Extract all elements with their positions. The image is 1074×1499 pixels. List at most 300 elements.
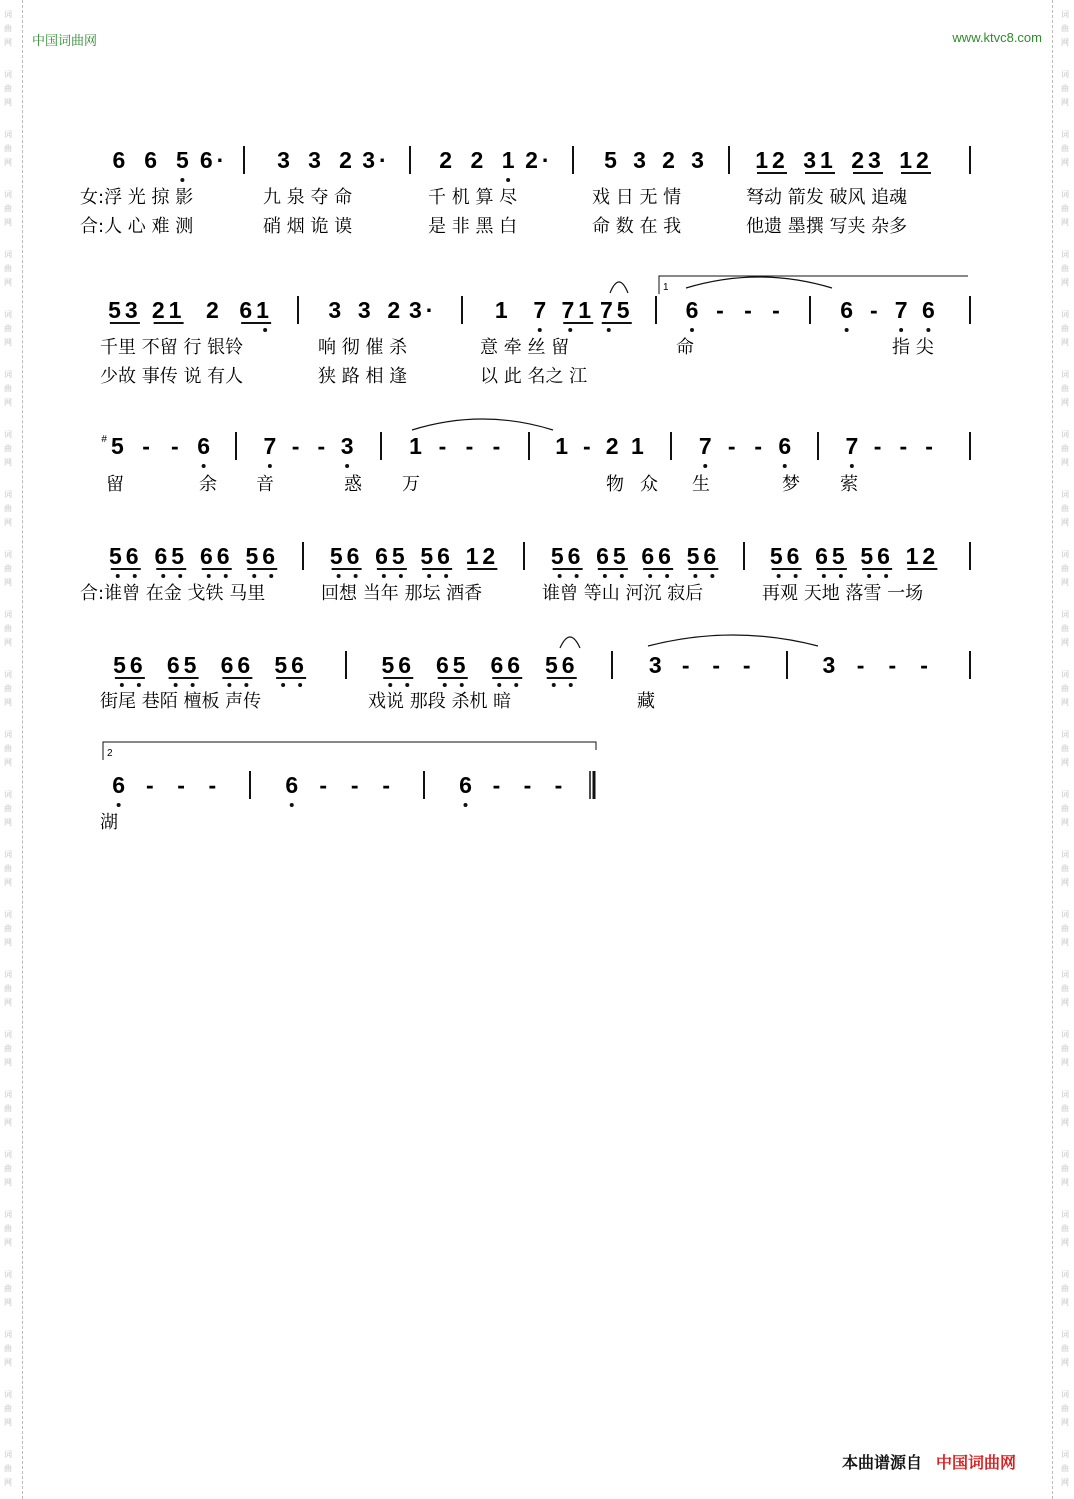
footer-source <box>842 1450 1016 1473</box>
octave-dot <box>191 683 195 687</box>
note-token: 6 <box>144 147 158 173</box>
lyric-segment: 谁曾 等山 河沉 寂后 <box>542 583 704 604</box>
watermark-glyph: 网 <box>4 338 12 347</box>
watermark-glyph: 曲 <box>1061 1464 1069 1473</box>
note-token: 12 <box>755 147 789 173</box>
note-token: - <box>465 433 474 459</box>
lyric-segment: 物 <box>606 474 624 495</box>
octave-dot <box>202 464 206 468</box>
lyric-segment: 音 <box>256 474 274 495</box>
octave-dot <box>281 683 285 687</box>
note-token: - <box>681 652 690 678</box>
watermark-glyph: 曲 <box>1061 204 1069 213</box>
watermark-glyph: 词 <box>4 1150 12 1159</box>
volta-bracket <box>659 276 968 294</box>
note-token: 56 <box>108 543 143 569</box>
note-token: 2 <box>662 147 675 173</box>
watermark-glyph: 词 <box>4 1390 12 1399</box>
watermark-glyph: 网 <box>1061 158 1069 167</box>
watermark-glyph: 曲 <box>4 1404 12 1413</box>
note-token: 2 <box>439 147 453 173</box>
lyric-segment: 意 牵 丝 留 <box>480 337 570 358</box>
octave-dot <box>399 574 403 578</box>
octave-dot <box>252 574 256 578</box>
tie-slur <box>560 637 580 648</box>
lyric-segment: 少故 事传 说 有人 <box>100 366 244 387</box>
note-token: 7 <box>894 297 908 323</box>
note-token: - <box>716 297 724 323</box>
watermark-glyph: 曲 <box>4 984 12 993</box>
watermark-glyph: 词 <box>1061 70 1069 79</box>
note-token: 7 <box>263 433 277 459</box>
lyric-segment: 是 非 黑 白 <box>428 216 518 237</box>
watermark-glyph: 词 <box>1061 1030 1069 1039</box>
lyric-segment: 戏说 那段 杀机 暗 <box>368 691 512 712</box>
note-token: 56 <box>274 652 308 678</box>
watermark-glyph: 网 <box>4 1238 12 1247</box>
octave-dot <box>506 178 510 182</box>
lyric-segment: 留 <box>106 474 124 495</box>
octave-dot <box>263 328 267 332</box>
watermark-glyph: 曲 <box>4 264 12 273</box>
watermark-glyph: 词 <box>4 550 12 559</box>
watermark-glyph: 曲 <box>1061 324 1069 333</box>
watermark-glyph: 网 <box>4 218 12 227</box>
watermark-glyph: 词 <box>1061 910 1069 919</box>
note-token: 65 <box>815 543 849 569</box>
note-token: - <box>523 772 532 798</box>
watermark-glyph: 词 <box>1061 130 1069 139</box>
watermark-glyph: 曲 <box>4 1464 12 1473</box>
lyric-segment: 湖 <box>100 812 118 833</box>
watermark-glyph: 词 <box>1061 1330 1069 1339</box>
watermark-glyph: 网 <box>1061 458 1069 467</box>
lyric-segment: 梦 <box>782 474 800 495</box>
note-token: 12 <box>899 147 933 173</box>
watermark-glyph: 曲 <box>1061 1404 1069 1413</box>
note-token: 1 <box>409 433 422 459</box>
watermark-glyph: 词 <box>1061 730 1069 739</box>
watermark-glyph: 词 <box>4 1030 12 1039</box>
watermark-glyph: 曲 <box>1061 564 1069 573</box>
note-token: - <box>382 772 391 798</box>
lyric-segment: 藏 <box>637 691 655 712</box>
watermark-glyph: 网 <box>4 1478 12 1487</box>
note-token: 21 <box>151 297 186 323</box>
lyric-segment: 街尾 巷陌 檀板 声传 <box>100 691 262 712</box>
lyric-segment: 余 <box>199 474 217 495</box>
note-token: 6 <box>459 772 472 798</box>
note-token: 5 <box>110 433 124 459</box>
octave-dot <box>710 574 714 578</box>
octave-dot <box>268 464 272 468</box>
note-token: 3 <box>277 147 290 173</box>
note-token: 2 <box>339 147 352 173</box>
watermark-glyph: 网 <box>1061 698 1069 707</box>
watermark-glyph: 曲 <box>4 84 12 93</box>
watermark-glyph: 曲 <box>4 1284 12 1293</box>
note-token: 6 <box>197 433 211 459</box>
octave-dot <box>845 328 849 332</box>
note-token: - <box>492 433 501 459</box>
octave-dot <box>603 574 607 578</box>
watermark-glyph: 网 <box>1061 398 1069 407</box>
note-token: 3 <box>328 297 342 323</box>
watermark-glyph: 词 <box>1061 1210 1069 1219</box>
octave-dot <box>345 464 349 468</box>
watermark-glyph: 曲 <box>4 864 12 873</box>
note-token: 56 <box>381 652 416 678</box>
octave-dot <box>497 683 501 687</box>
note-token: 56 <box>544 652 579 678</box>
watermark-glyph: 词 <box>4 730 12 739</box>
octave-dot <box>388 683 392 687</box>
watermark-glyph: 曲 <box>1061 864 1069 873</box>
note-token: 3 <box>648 652 662 678</box>
note-token: 5 <box>604 147 617 173</box>
note-token: - <box>873 433 882 459</box>
lyric-segment: 弩动 箭发 破风 追魂 <box>746 187 908 208</box>
watermark-glyph: 曲 <box>4 324 12 333</box>
note-token: - <box>317 433 326 459</box>
watermark-glyph: 网 <box>1061 1298 1069 1307</box>
watermark-glyph: 词 <box>4 370 12 379</box>
octave-dot <box>783 464 787 468</box>
watermark-glyph: 词 <box>1061 550 1069 559</box>
watermark-glyph: 曲 <box>1061 1344 1069 1353</box>
octave-dot <box>648 574 652 578</box>
octave-dot <box>867 574 871 578</box>
watermark-glyph: 词 <box>1061 1150 1069 1159</box>
note-token: 23 <box>851 147 885 173</box>
tie-slur <box>686 277 832 288</box>
watermark-glyph: 词 <box>1061 1270 1069 1279</box>
watermark-glyph: 词 <box>1061 850 1069 859</box>
watermark-glyph: 网 <box>1061 338 1069 347</box>
watermark-glyph: 词 <box>4 670 12 679</box>
watermark-glyph: 网 <box>1061 998 1069 1007</box>
watermark-glyph: 词 <box>1061 610 1069 619</box>
note-token: 56 <box>329 543 364 569</box>
watermark-glyph: 网 <box>1061 1118 1069 1127</box>
octave-dot <box>822 574 826 578</box>
octave-dot <box>354 574 358 578</box>
octave-dot <box>607 328 611 332</box>
octave-dot <box>337 574 341 578</box>
lyric-segment: 万 <box>402 474 420 495</box>
watermark-glyph: 网 <box>1061 98 1069 107</box>
note-token: 12 <box>465 543 500 569</box>
note-token: - <box>291 433 300 459</box>
note-token: 56 <box>550 543 585 569</box>
watermark-glyph: 网 <box>4 458 12 467</box>
note-token: 56 <box>769 543 804 569</box>
octave-dot <box>244 683 248 687</box>
watermark-glyph: 词 <box>4 610 12 619</box>
watermark-glyph: 曲 <box>4 624 12 633</box>
watermark-glyph: 词 <box>4 910 12 919</box>
octave-dot <box>427 574 431 578</box>
note-token: 6 <box>840 297 854 323</box>
volta-number: 1 <box>663 282 669 293</box>
watermark-glyph: 网 <box>4 1118 12 1127</box>
octave-dot <box>558 574 562 578</box>
note-token: 65 <box>154 543 189 569</box>
note-token: 66 <box>490 652 525 678</box>
note-token: - <box>856 652 865 678</box>
watermark-glyph: 网 <box>4 878 12 887</box>
note-token: 1 <box>555 433 569 459</box>
watermark-glyph: 曲 <box>1061 1104 1069 1113</box>
note-token: 3· <box>362 147 391 173</box>
watermark-glyph: 曲 <box>1061 1044 1069 1053</box>
watermark-glyph: 词 <box>1061 1090 1069 1099</box>
note-token: 71 <box>561 297 596 323</box>
watermark-glyph: 曲 <box>4 564 12 573</box>
note-token: 61 <box>239 297 273 323</box>
watermark-glyph: 网 <box>4 98 12 107</box>
watermark-glyph: 网 <box>1061 758 1069 767</box>
octave-dot <box>568 328 572 332</box>
watermark-glyph: 词 <box>4 130 12 139</box>
note-token: - <box>350 772 359 798</box>
watermark-glyph: 词 <box>1061 1450 1069 1459</box>
octave-dot <box>794 574 798 578</box>
note-token: 75 <box>599 297 634 323</box>
octave-dot <box>569 683 573 687</box>
note-token: 3· <box>409 297 438 323</box>
watermark-glyph: 词 <box>4 1210 12 1219</box>
octave-dot <box>116 574 120 578</box>
note-token: - <box>554 772 563 798</box>
lyric-segment: 以 此 名之 江 <box>480 366 588 387</box>
octave-dot <box>224 574 228 578</box>
watermark-glyph: 网 <box>1061 38 1069 47</box>
octave-dot <box>117 803 121 807</box>
note-token: 1 <box>630 433 644 459</box>
lyric-segment: 合:人 心 难 测 <box>80 216 194 237</box>
octave-dot <box>538 328 542 332</box>
lyric-segment: 生 <box>692 474 710 495</box>
watermark-glyph: 词 <box>4 490 12 499</box>
octave-dot <box>161 574 165 578</box>
octave-dot <box>884 574 888 578</box>
watermark-glyph: 曲 <box>4 1104 12 1113</box>
watermark-glyph: 网 <box>1061 1238 1069 1247</box>
note-token: - <box>208 772 217 798</box>
watermark-glyph: 词 <box>1061 250 1069 259</box>
note-token: - <box>899 433 908 459</box>
note-token: - <box>142 433 150 459</box>
watermark-glyph: 词 <box>4 250 12 259</box>
watermark-glyph: 词 <box>4 970 12 979</box>
octave-dot <box>575 574 579 578</box>
watermark-glyph: 网 <box>1061 938 1069 947</box>
watermark-glyph: 曲 <box>4 24 12 33</box>
note-token: 56 <box>860 543 894 569</box>
watermark-glyph: 曲 <box>1061 504 1069 513</box>
note-token: 6 <box>685 297 699 323</box>
watermark-glyph: 网 <box>1061 1358 1069 1367</box>
watermark-glyph: 网 <box>1061 518 1069 527</box>
octave-dot <box>137 683 141 687</box>
watermark-glyph: 曲 <box>4 804 12 813</box>
note-token: 2 <box>205 297 219 323</box>
watermark-glyph: 网 <box>1061 578 1069 587</box>
watermark-glyph: 网 <box>4 38 12 47</box>
watermark-glyph: 词 <box>4 70 12 79</box>
octave-dot <box>443 683 447 687</box>
note-token: 66 <box>199 543 234 569</box>
watermark-glyph: 曲 <box>4 444 12 453</box>
watermark-glyph: 曲 <box>1061 384 1069 393</box>
watermark-glyph: 网 <box>4 1178 12 1187</box>
note-token: 56 <box>245 543 280 569</box>
lyric-segment: 硝 烟 诡 谟 <box>263 216 353 237</box>
watermark-glyph: 词 <box>1061 670 1069 679</box>
watermark-glyph: 曲 <box>4 1044 12 1053</box>
watermark-glyph: 词 <box>1061 970 1069 979</box>
note-token: 53 <box>108 297 142 323</box>
note-token: - <box>754 433 763 459</box>
watermark-glyph: 曲 <box>1061 744 1069 753</box>
note-token: 66 <box>641 543 675 569</box>
watermark-glyph: 曲 <box>4 504 12 513</box>
note-token: 6 <box>112 147 126 173</box>
note-token: 2 <box>470 147 484 173</box>
watermark-glyph: 曲 <box>1061 1284 1069 1293</box>
lyric-segment: 指 尖 <box>892 337 934 358</box>
note-token: - <box>177 772 185 798</box>
note-token: 7 <box>845 433 859 459</box>
note-token: 66 <box>220 652 255 678</box>
watermark-glyph: 词 <box>4 1090 12 1099</box>
watermark-glyph: 词 <box>1061 190 1069 199</box>
watermark-glyph: 词 <box>4 430 12 439</box>
watermark-glyph: 网 <box>4 578 12 587</box>
octave-dot <box>227 683 231 687</box>
watermark-glyph: 曲 <box>4 684 12 693</box>
tie-slur <box>412 419 553 430</box>
note-token: 56 <box>113 652 147 678</box>
octave-dot <box>444 574 448 578</box>
octave-dot <box>839 574 843 578</box>
watermark-glyph: 词 <box>1061 370 1069 379</box>
watermark-glyph: 曲 <box>1061 444 1069 453</box>
note-token: 3 <box>357 297 371 323</box>
watermark-glyph: 词 <box>4 1450 12 1459</box>
note-token: - <box>583 433 591 459</box>
watermark-glyph: 网 <box>4 398 12 407</box>
note-token: - <box>925 433 933 459</box>
sharp-sign: # <box>101 434 107 445</box>
octave-dot <box>174 683 178 687</box>
octave-dot <box>269 574 273 578</box>
note-token: 3 <box>308 147 321 173</box>
watermark-glyph: 曲 <box>4 144 12 153</box>
watermark-glyph: 网 <box>4 638 12 647</box>
note-token: 6 <box>285 772 299 798</box>
note-token: - <box>744 297 752 323</box>
note-token: 3 <box>822 652 836 678</box>
octave-dot <box>777 574 781 578</box>
note-token: - <box>870 297 878 323</box>
score-text <box>80 147 939 833</box>
note-token: - <box>319 772 328 798</box>
octave-dot <box>382 574 386 578</box>
note-token: 3 <box>340 433 354 459</box>
watermark-glyph: 曲 <box>1061 84 1069 93</box>
watermark-glyph: 曲 <box>1061 684 1069 693</box>
note-token: 65 <box>166 652 201 678</box>
lyric-segment: 命 <box>676 337 694 358</box>
lyric-segment: 九 泉 夺 命 <box>263 187 353 208</box>
watermark-glyph: 曲 <box>1061 984 1069 993</box>
note-token: - <box>492 772 501 798</box>
note-token: - <box>438 433 447 459</box>
watermark-glyph: 曲 <box>4 1224 12 1233</box>
watermark-glyph: 曲 <box>1061 624 1069 633</box>
note-token: - <box>727 433 736 459</box>
watermark-glyph: 词 <box>4 310 12 319</box>
watermark-glyph: 词 <box>1061 10 1069 19</box>
note-token: - <box>742 652 751 678</box>
note-token: - <box>888 652 897 678</box>
note-token: 1 <box>494 297 508 323</box>
watermark-glyph: 曲 <box>1061 144 1069 153</box>
watermark-glyph: 词 <box>1061 1390 1069 1399</box>
watermark-glyph: 词 <box>4 790 12 799</box>
octave-dot <box>460 683 464 687</box>
watermark-glyph: 词 <box>1061 490 1069 499</box>
note-token: 3 <box>633 147 646 173</box>
watermark-glyph: 网 <box>1061 278 1069 287</box>
note-token: 56 <box>686 543 721 569</box>
lyric-segment: 合:谁曾 在金 戈铁 马里 <box>80 583 266 604</box>
note-token: 65 <box>375 543 409 569</box>
watermark-glyph: 词 <box>4 850 12 859</box>
note-token: 31 <box>803 147 837 173</box>
lyric-segment: 回想 当年 那坛 酒香 <box>321 583 483 604</box>
note-token: 1 <box>501 147 515 173</box>
watermark-glyph: 词 <box>4 190 12 199</box>
watermark-glyph: 网 <box>1061 818 1069 827</box>
watermark-glyph: 曲 <box>1061 264 1069 273</box>
watermark-glyph: 曲 <box>4 924 12 933</box>
watermark-glyph: 网 <box>4 1418 12 1427</box>
note-token: 2 <box>387 297 401 323</box>
lyric-segment: 戏 日 无 情 <box>592 187 682 208</box>
note-token: 7 <box>533 297 547 323</box>
lyric-segment: 再观 天地 落雪 一场 <box>762 583 924 604</box>
note-token: 6· <box>199 147 229 173</box>
watermark-glyph: 曲 <box>4 384 12 393</box>
site-url[interactable]: www.ktvc8.com <box>952 30 1042 45</box>
octave-dot <box>405 683 409 687</box>
octave-dot <box>850 464 854 468</box>
watermark-glyph: 网 <box>1061 638 1069 647</box>
footer-source-brand[interactable]: 中国词曲网 <box>936 1453 1017 1472</box>
watermark-glyph: 词 <box>1061 310 1069 319</box>
site-name[interactable]: 中国词曲网 <box>32 34 98 49</box>
lyric-segment: 响 彻 催 杀 <box>318 337 408 358</box>
watermark-glyph: 网 <box>4 758 12 767</box>
note-token: 5 <box>175 147 189 173</box>
watermark-glyph: 网 <box>4 998 12 1007</box>
volta-bracket <box>103 742 596 760</box>
octave-dot <box>178 574 182 578</box>
watermark-glyph: 网 <box>4 1298 12 1307</box>
